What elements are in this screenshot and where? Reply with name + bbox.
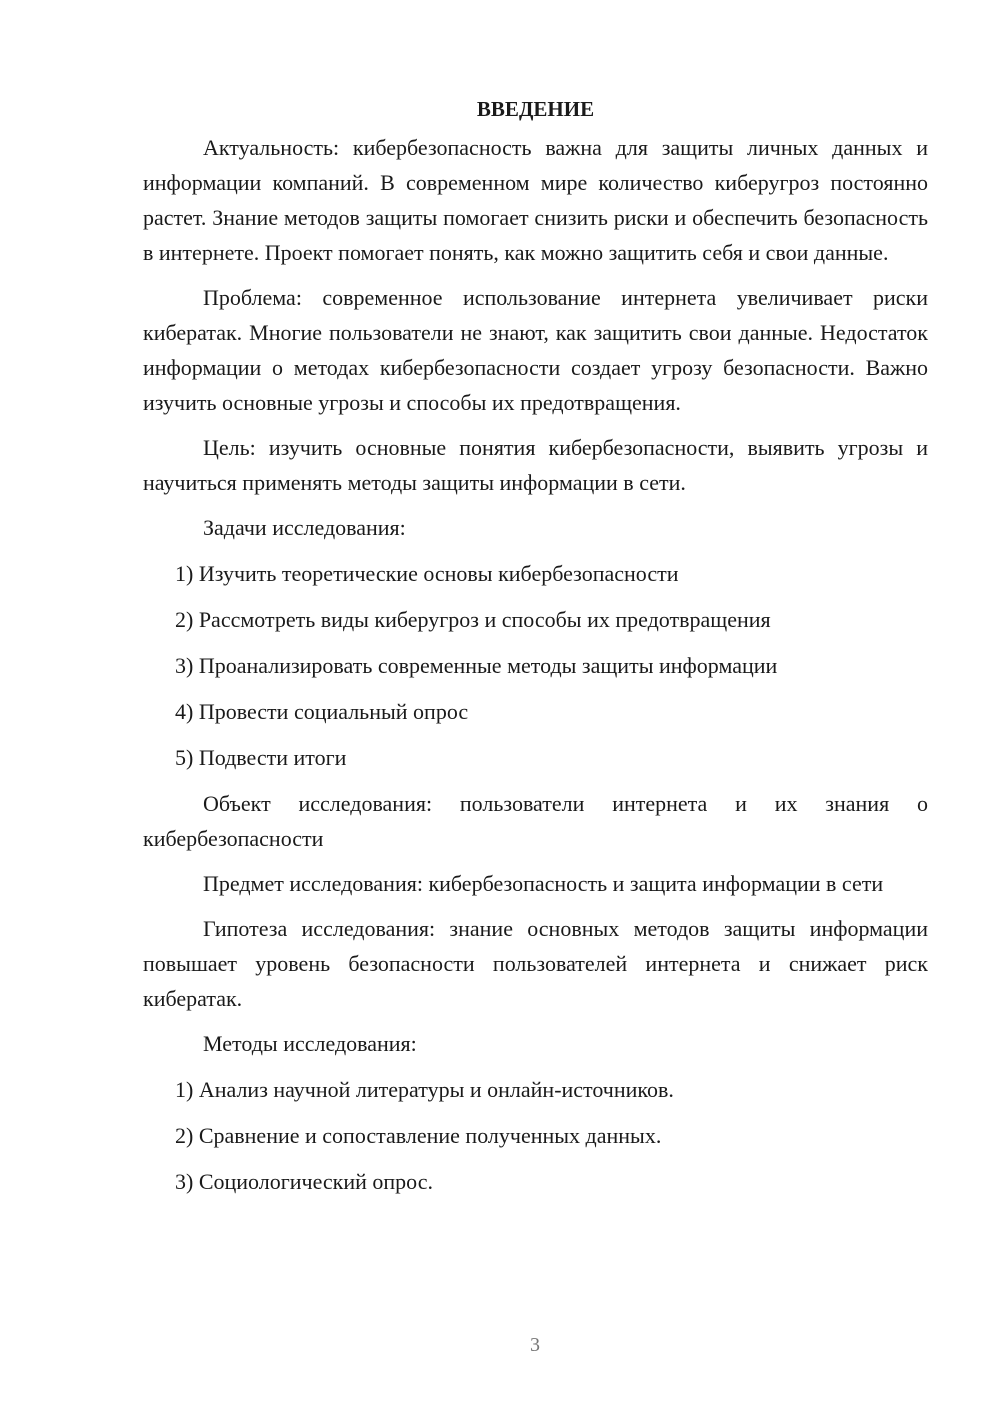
methods-list xyxy=(143,1072,928,1199)
subject-paragraph: Предмет исследования: кибербезопасность и защита информации в сети xyxy=(203,871,884,896)
tasks-list xyxy=(143,556,928,775)
hypothesis-paragraph: Гипотеза исследования: знание основных методов защиты информации повышает уровень безопасности пользователей интернета и снижает риск кибератак. xyxy=(143,916,928,1011)
goal-paragraph: Цель: изучить основные понятия кибербезопасности, выявить угрозы и научиться применять методы защиты информации в сети. xyxy=(143,435,928,495)
list-item: 4) Провести социальный опрос xyxy=(175,699,469,724)
page-content xyxy=(143,92,928,1210)
list-item: 3) Проанализировать современные методы защиты информации xyxy=(175,653,778,678)
list-item: 2) Сравнение и сопоставление полученных данных. xyxy=(175,1123,662,1148)
list-item: 3) Социологический опрос. xyxy=(175,1169,433,1194)
problem-paragraph: Проблема: современное использование интернета увеличивает риски кибератак. Многие пользователи не знают, как защитить свои данные. Недостаток информации о методах кибербезопасности создает угрозу безопасности. Важно изучить основные угрозы и способы их предотвращения. xyxy=(143,285,928,415)
list-item: 1) Изучить теоретические основы кибербезопасности xyxy=(175,561,679,586)
page-number: 3 xyxy=(530,1334,540,1356)
list-item: 1) Анализ научной литературы и онлайн-источников. xyxy=(175,1077,674,1102)
tasks-heading: Задачи исследования: xyxy=(203,515,406,540)
list-item: 5) Подвести итоги xyxy=(175,745,347,770)
list-item: 2) Рассмотреть виды киберугроз и способы их предотвращения xyxy=(175,607,771,632)
relevance-paragraph: Актуальность: кибербезопасность важна для защиты личных данных и информации компаний. В современном мире количество киберугроз постоянно растет. Знание методов защиты помогает снизить риски и обеспечить безопасность в интернете. Проект помогает понять, как можно защитить себя и свои данные. xyxy=(143,135,928,265)
object-paragraph: Объект исследования: пользователи интернета и их знания о кибербезопасности xyxy=(143,791,928,851)
methods-heading: Методы исследования: xyxy=(203,1031,417,1056)
page-title: ВВЕДЕНИЕ xyxy=(476,97,595,121)
